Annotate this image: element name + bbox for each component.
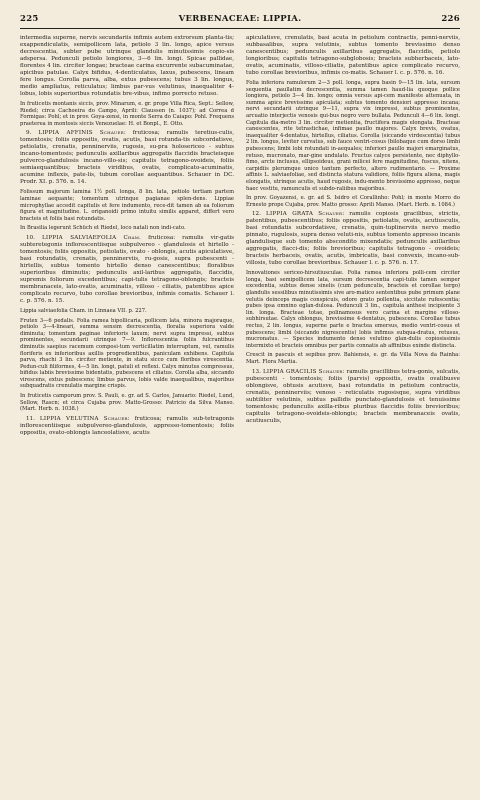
description-paragraph: Folissum majorum lamina 1½ poll. longa, 8 lin. lata, petiolo tertiam partem laminae aequante; tomentum utrinque pagianae splen-dens. Lippiae microphyllae accedit capitulis et fere indumento, rece-dit tamen ab ea foliorum figura et magnitudine. L. origanoidi primo intuitu similis apparet, differt vero bracteis et foliis basi rotundatis.	[20, 189, 234, 222]
right-column	[246, 35, 460, 780]
species-diagnosis: : fruticosa; ramulis teretius-culis, tomentosis; foliis oppositis, ovatis, acutis, basi rotunda-tis subcordatisve, petiolatis, crenatis, penninerviis, rugosis, su-pra holosericeo - subtus incano-tomentosis; pedunculis axillaribus aggregatis flaccidis bracteisque pulverco-glandulosis incano-villo-sis; capitulis tetragono-ovoideis, foliis semiaequantibus; bracteis viridibus, ovatis, complicato-acuminatis, acumine inflexis, pate-lis, tubum corollae aequantibus. Schauer in DC. Prodr. XI. p. 576. n. 14.	[20, 130, 234, 186]
page-number-left: 225	[20, 14, 39, 24]
species-author: Cham.	[123, 234, 141, 241]
species-author: Schauer	[318, 368, 343, 375]
description-paragraph: In fruticetis montanis siccis, prov. Minarum, e. gr. prope Villa Rica, Sept.: Sellow, Riedel; circa Cachoeira do Campo, Aprili: Claussen (n. 1037); ad Correa d Formigas: Pohl; et in prov. Goya-zensi, in monte Serra do Caiapo: Pohl. Frequens praeterea in montosis siccis Venezuelae: H. et Bonpl., E. Otto.	[20, 101, 234, 127]
description-paragraph: Folia inferiora ramulorum 2—3 poll. longa, supra basin 9—15 lin. lata, sursum sequentia paullatim decrescentia, summa tamen haud-lia quoque pollice longiora, petiolo 3—4 lin. longo; omnia versus api-cem manifeste attenuata, in summa apice brevissime apiculata; subtus tomento densiori appresso incana; nervi secundarii utrinque 9—11, supra vix impressi, subtus prominentes, arcuatio interjectis venosis qui-bus negro vero bullata. Pedunculi 4—6 lin. longi. Capitula dia-metro 3 lin. circiter metientia, fructifera magis elongata. Bracteae canescentes, rite tetrastichae, infimae paullo majores. Calyx brevis, ovatus, inaequaliter 4-dentatus, hirtellus, ciliatus. Corolla (siccando virdescentia) tubus 2 lin. longus, leviter curvatus, sub fauce ventri-cosus (bilobaque cum dorso limbi pubescens; limbi lobi rotundati in-aequales; inferiori paullo majori emarginatus, retuso, mucronato, mar-gine undulato. Fructus calyce persistente, nec diphyllo-fimo, arcte inclusus, ellipsoideus, grani milicei fere magnitudine, fuscus, nitens, carpidiis plerumque unico tantum perfecto, altero rudimentario. — Proxime affinis L. salviaefoliae, sed distincta statura validiore, foliis figura aliena, magis elongatis, utrinque acutis, haud rugosis, indu-mento brevissimo appresso, neque haec vestitu, ramunculis et subdo-raliibus majoribus.	[246, 80, 460, 192]
species-diagnosis: : fruticosa; ramulis sub-tetragonis inflorescentiisque subpulvereo-glandulosis, appresso-tomentosis; foliis oppositis, ovato-oblongis lanceolatisve, acutis	[20, 415, 234, 436]
species-name: LIPPIA GRACILIS	[262, 368, 317, 375]
running-header	[20, 14, 460, 24]
species-number: 10.	[26, 234, 35, 241]
left-column	[20, 35, 234, 780]
page-number-right: 226	[441, 14, 460, 24]
running-title: VERBENACEAE: LIPPIA.	[178, 14, 302, 24]
description-paragraph: In fruticetis camporum prov. S. Pauli, e. gr. ad S. Carlos, Januario: Riedel, Lund, Sellow, Rascn; et circa Cujaba prov. Matto-Grosso: Patricio da Silva Manso. (Mart. Herb. n. 1038.)	[20, 393, 234, 413]
species-diagnosis: : ramulis gracillibus tetra-gonis, sulcatis, pubescenti - tomentosis; foliis (parvis) oppositis, ovatis ovalibusve oblongisve, obtusis acutisve, basi rotundatis in petiolum contractis, crenatis, penninerviis; venoso - reticulatis rugosisque, supra viridibus subtiliter velutinis, subtus pallidis punctato-glandulosis et tenuissime tomentosis; pedunculis axilla-ribus pluribus flaccidis foliis brevioribus; capitulis tetragono-ovoideis-oblongis; bracteis membranaceis ovatis, acutiusculis,	[246, 368, 460, 424]
description-paragraph: In Brasilia legerunt Schüch et Riedel, loco natali non indi-cato.	[20, 225, 186, 232]
species-diagnosis: fruticosa: ramulis vir-gatis subteretegonis inflorescentiisque subpulvereo - glandulosis et hirtello - tomentosis; foliis oppositis, petiolatis, ovato - oblongis, acutis apiculatisve, basi rotundatis, crenatis, penninerviis, ru-gosis, supra pubescenti - hirtellis, subtus tomento hirtello denso canescentibus; floralibus superioribus diminutis; pedunculis axil-laribus aggregatis, flaccidis, supremis foliorum excedentibus; capi-tulis tetragono-oblongis; bracteis membranaceis, lato-ovatis, acuminatis, villoso - ciliatis, patentibus apice complicato recurvo, tubo corollae brevioribus, infimis comatis. Schauer l. c. p. 576. n. 15.	[20, 234, 234, 304]
description-paragraph: Innovationes sericeo-hirsutiusculae. Folia ramea inferiora polli-cem circiter longa, basi semipollicem lata, sursum decrescentia capi-tulis tamen semper excedentia, subtus dense sinelis (cum pedunculis, bracteis et corollae tergo) glandulis sessilibus minutissimis sive aro-matico sententibus pube primum plane velutis deinceps magis conspicuis, odore grato pollentia, siccitate rufescentia; pubes ipsa omnino eglan-dulosa. Pedunculi 3 lin., capitula anthesi incipiente 3 lin. longa. Bracteae totae, polinamosus vero carina et margine villoso-subhirsutae. Calyx oblongus, brevissime 4-dentatus, pubescens. Corollae tubus rectus, 2 lin. longus, superne parte e bractea emersus, medio ventri-cosus et pubescens; limbi (siccando nigrescentis) lobis infimus subqua-dratus, retusus, mucronatus. — Species indumento denso velutino glan-dulis copiosissimis intermixto et bracteis omnibus per partis connatis ab affinibus exinde distincta.	[246, 270, 460, 349]
header-rule	[20, 28, 460, 29]
species-number: 12.	[252, 211, 261, 218]
species-entry	[246, 211, 460, 267]
species-number: 11.	[26, 415, 35, 422]
species-author: Schauer	[103, 415, 128, 422]
description-paragraph: In prov. Goyazensi, e. gr. ad S. Isidro et Corallinho: Pohl; in monte Morro do Ernesto prope Cujaba, prov. Matto grosso: Aprili Manso. (Mart. Herb. n. 1084.)	[246, 195, 460, 208]
species-entry	[246, 369, 460, 425]
species-name: LIPPIA AFFINIS	[38, 130, 93, 137]
text-paragraph: intermedia superne, nervis secundariis infimis autem extrorsum planta-tis; exappendiculatis, semipollicem lata, petiolo 3 lin. longo, apice versus decrescentia, subter pube utrinque glandulis minutissimis copio-sis adspersa. Pedunculi petiolo longiores, 3—6 lin. longi. Spicae pallidae, florentes 4 lin. circiter longae; bracteae carina excurrente subacuminatae, apicibus patulae. Calyx bifidus, 4-denticulatus, laxus, pubescens, lineam fere longus. Corolla parva, alba, extus pubescens; tubus 3 lin. longus, medio ampliatus, reticulatus; limbus par-vus velutinus, inaequaliter 4-lobus, lobis superioribus rotundatis bre-vibus, infimo porrecto retuso.	[20, 35, 234, 97]
species-number: 13.	[252, 368, 261, 375]
description-paragraph: Crescit in pascuis et sepibus prov. Bahiensis, e. gr. da Villa Nova da Rainha: Mart. Flora Martia.	[246, 352, 460, 365]
species-number: 9.	[26, 130, 32, 137]
species-entry	[20, 235, 234, 305]
species-name: LIPPIA GRATA	[266, 211, 314, 218]
species-author: Schauer	[99, 130, 124, 137]
description-paragraph: Lippia salviaefolia Cham. in Linnaea VII. p. 227.	[20, 307, 147, 314]
species-entry	[20, 416, 234, 437]
species-name: LIPPIA VELUTINA	[39, 415, 99, 422]
species-name: LIPPIA SALVIAEFOLIA	[42, 234, 117, 241]
text-paragraph: apiculatisve, crenulatis, basi acuta in petiolum contractis, penni-nerviis, subbasalibus, supra velutinis, subtus tomento brevissimo denso canescentibus; pedunculis axillaribus aggregatis, flaccidis, petiolo longioribus; capitulis tetragono-subglobosis; bracteis subherbaceis, lato-ovatis, acuminatis, villoso-ciliatis, patentibus apice complicato recurvo, tubo corollae brevioribus, infimis co-matis. Schauer l. c. p. 576. n. 16.	[246, 35, 460, 76]
species-diagnosis: : ramulis copiosis gracilibus, strictis, patentibus, pubescentibus; foliis oppositis, petiolatis, ovatis, acutiusculis, basi rotundatis subcordatisve, crenatis, quin-tuplinerviis nervo medio pinnato, rugulosis, supra denso veluti-nis, subtus tomento appresso incanis glandulisque sub tomento abscondito mixendatis; pedunculis axillaribus aggregatis, flacci-dis; foliis brevioribus; capitulis tetragono - ovoideis; bracteis herbaceis, ovatis, acutis, imbricatis, basi convexis, incano-sub-villosis, tubo corollae brevioribus. Schauer l. c. p. 576. n. 17.	[246, 211, 460, 267]
species-author: Schauer	[318, 211, 343, 218]
description-paragraph: Frutex 3—6 pedalis. Folia ramea bipollicaria, pollicem lata, minora majoraque, petiolo 3—4-lineari, summa sensim decrescentia, floralia superiora valde diminuta; tomentum paginae inferioris laxum; nervi supra impressi, subtus prominentes, secundarii utrinque 7—9. Inflorescentia foliis fulcrantibus diminutis saepius racemum composi-tum verticillatim interruptum, vel, ramulis floriferis ex inferioribus axillis progredientibus, paniculam exhibens. Capitula parva, rhachi 3 lin. circiter metiente, in statu sicco cum floribus virescentia. Pedun-culi filiformes, 4—5 lin. longi, patuli et reflexi. Calyx minutus compressus, bifidus labiis brevissime bidentatis, pubescens et ciliatus. Corolla alba, siccando virescens, extus pubescens; limbus parvus, lobis valde inaequalibus, majoribus subquadratis crenulatis margine crispis.	[20, 317, 234, 390]
species-entry	[20, 130, 234, 186]
text-columns	[20, 35, 460, 780]
